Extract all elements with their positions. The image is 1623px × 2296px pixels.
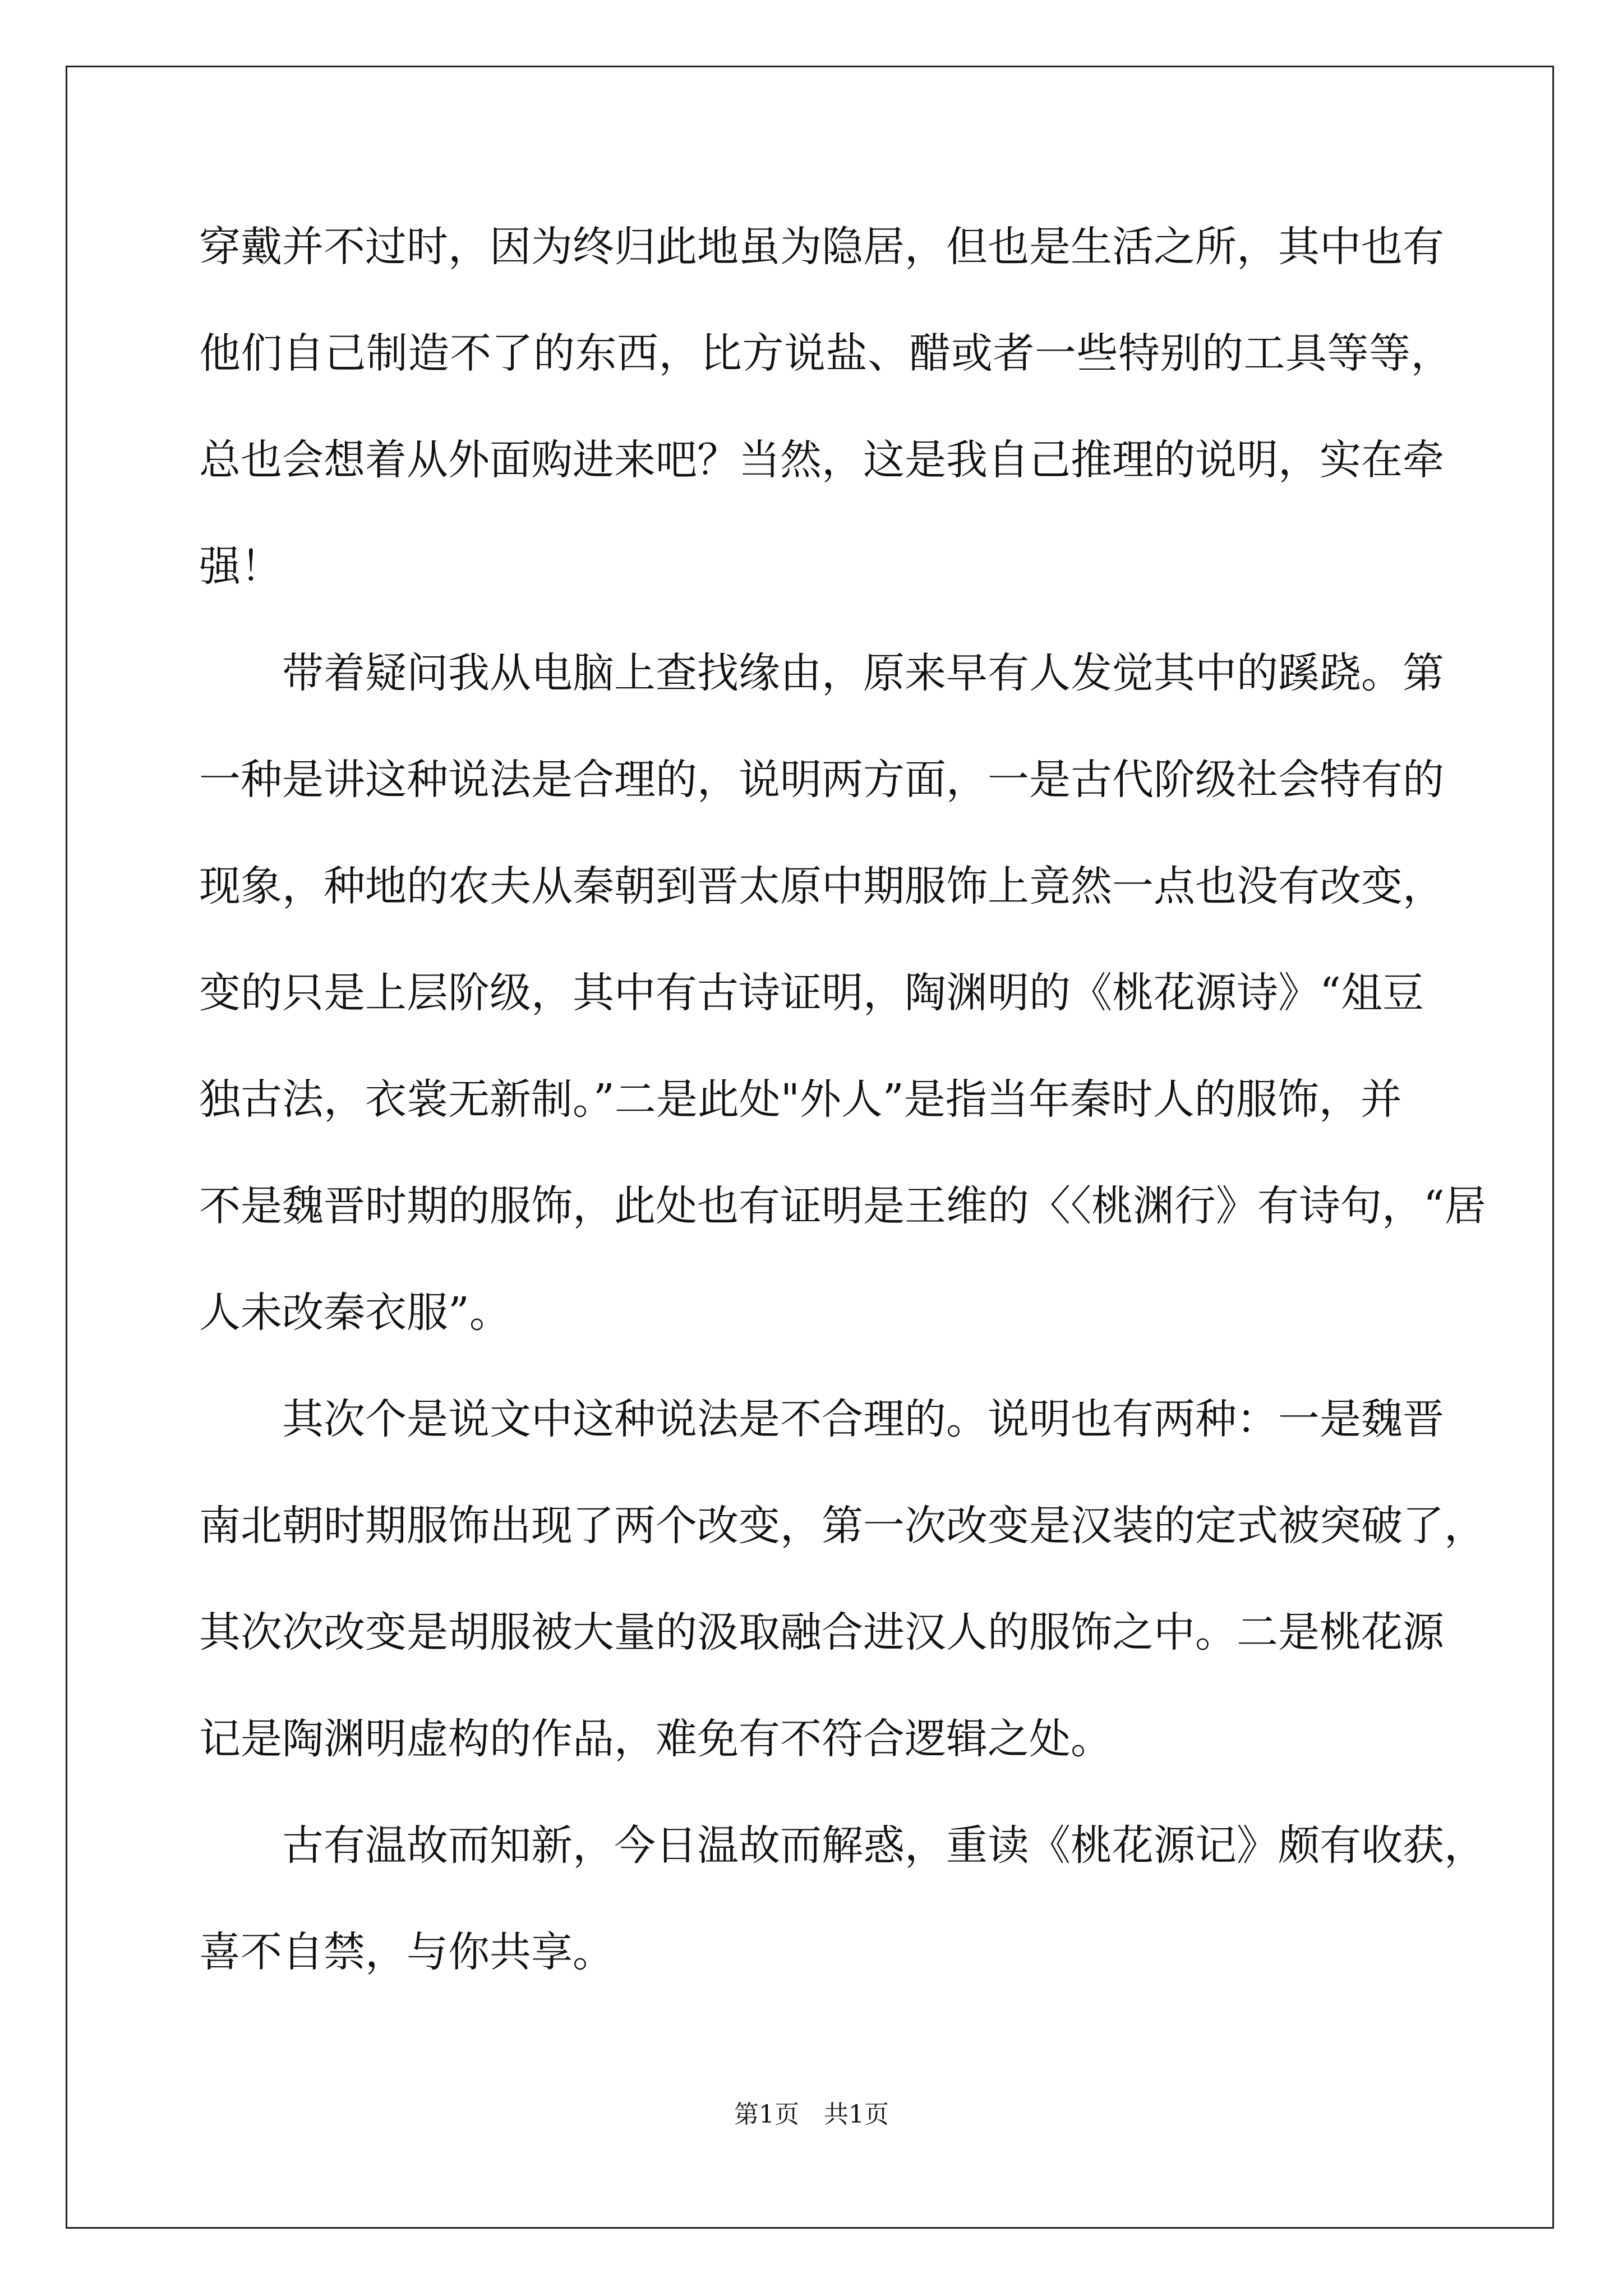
text-line: 变的只是上层阶级，其中有古诗证明，陶渊明的《桃花源诗》“俎豆 <box>199 969 1424 1017</box>
text-line: 强！ <box>199 542 282 591</box>
text-line: 记是陶渊明虚构的作品，难免有不符合逻辑之处。 <box>199 1715 1112 1763</box>
text-line: 穿戴并不过时，因为终归此地虽为隐居，但也是生活之所，其中也有 <box>199 223 1444 271</box>
text-line: 独古法，衣裳无新制。”二是此处"外人”是指当年秦时人的服饰，并 <box>199 1075 1402 1124</box>
text-line: 喜不自禁，与你共享。 <box>199 1928 614 1976</box>
text-line: 他们自己制造不了的东西，比方说盐、醋或者一些特别的工具等等， <box>199 329 1453 378</box>
paragraph-start-line: 带着疑问我从电脑上查找缘由，原来早有人发觉其中的蹊跷。第 <box>199 649 1444 697</box>
text-line: 一种是讲这种说法是合理的，说明两方面，一是古代阶级社会特有的 <box>199 756 1444 804</box>
paragraph-start-line: 古有温故而知新，今日温故而解惑，重读《桃花源记》颇有收获， <box>199 1821 1486 1870</box>
page-number-footer: 第1页 共1页 <box>734 2100 889 2129</box>
text-line: 南北朝时期服饰出现了两个改变，第一次改变是汉装的定式被突破了， <box>199 1502 1486 1550</box>
text-line: 其次次改变是胡服被大量的汲取融合进汉人的服饰之中。二是桃花源 <box>199 1608 1444 1657</box>
document-body <box>199 202 1486 2014</box>
text-line: 总也会想着从外面购进来吧？当然，这是我自己推理的说明，实在牵 <box>199 436 1444 484</box>
text-line: 人未改秦衣服”。 <box>199 1289 511 1337</box>
text-line: 不是魏晋时期的服饰，此处也有证明是王维的〈〈桃渊行》有诗句，“居 <box>199 1182 1486 1230</box>
paragraph-start-line: 其次个是说文中这种说法是不合理的。说明也有两种：一是魏晋 <box>199 1395 1444 1443</box>
text-line: 现象，种地的农夫从秦朝到晋太原中期服饰上竟然一点也没有改变， <box>199 862 1444 910</box>
